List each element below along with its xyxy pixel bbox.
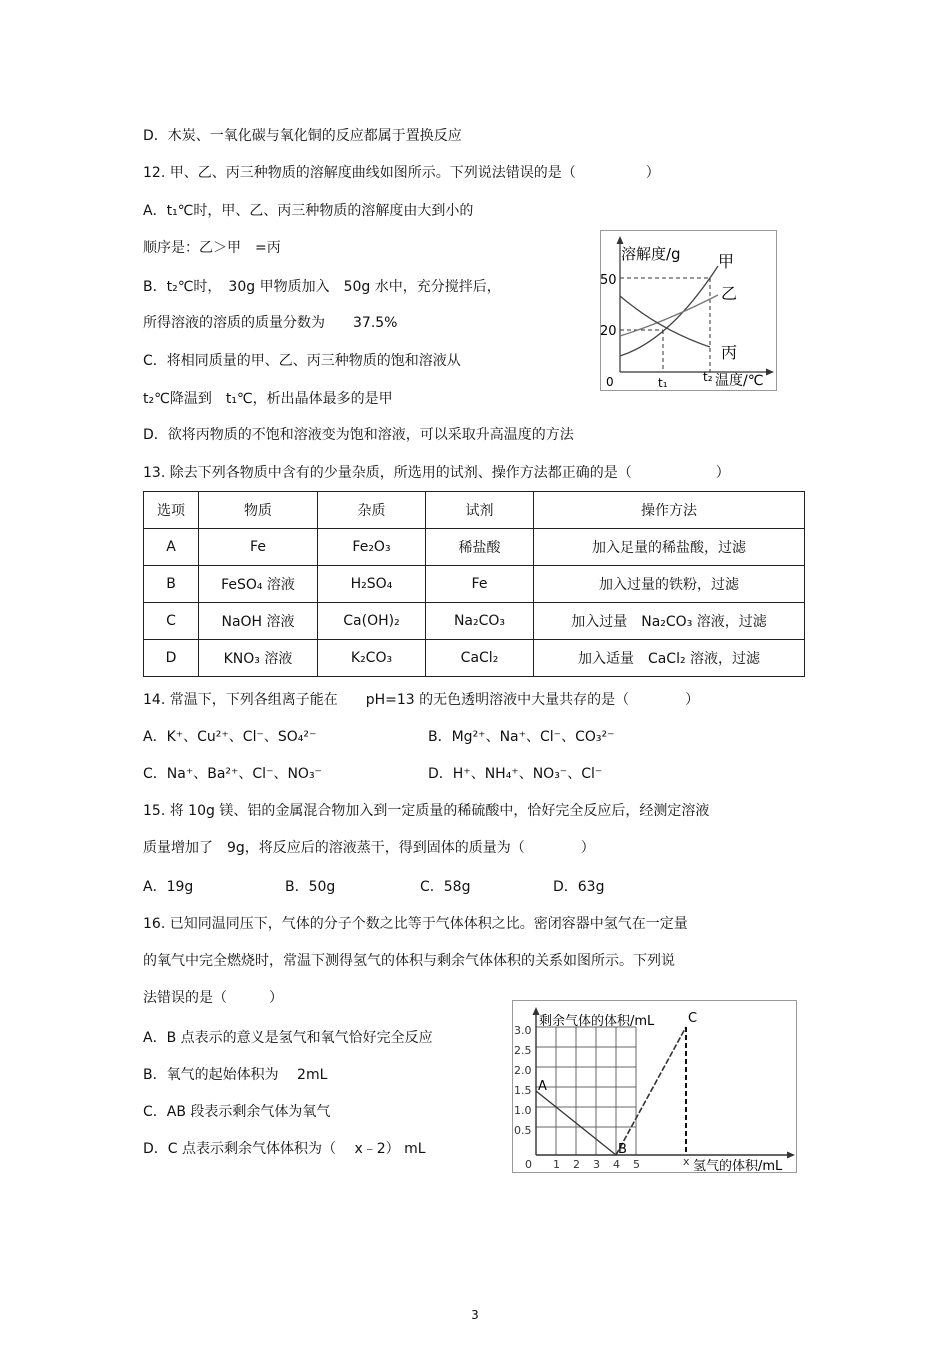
header-substance: 物质: [199, 492, 318, 529]
x-axis-arrow: [787, 1152, 795, 1159]
table-cell: Na₂CO₃: [426, 603, 534, 640]
table-cell: CaCl₂: [426, 640, 534, 677]
table-cell: 稀盐酸: [426, 529, 534, 566]
q15-stem-line1: 15. 将 10g 镁、铝的金属混合物加入到一定质量的稀硫酸中，恰好完全反应后，经测定溶液: [143, 803, 710, 819]
table-cell: 加入足量的稀盐酸，过滤: [534, 529, 805, 566]
q16-stem-line1: 16. 已知同温同压下，气体的分子个数之比等于气体体积之比。密闭容器中氢气在一定量: [143, 916, 688, 932]
point-c-label: C: [688, 1011, 698, 1026]
gas-volume-chart: [512, 1000, 798, 1174]
header-option: 选项: [144, 492, 199, 529]
table-cell: D: [144, 640, 199, 677]
y-tick-20: 20: [600, 324, 617, 339]
q14-option-a: A．K⁺、Cu²⁺、Cl⁻、SO₄²⁻: [143, 729, 317, 745]
x-tick-x: x: [683, 1155, 690, 1168]
y-tick-2-5: 2.5: [514, 1044, 532, 1057]
q15-stem-line2: 质量增加了 9g，将反应后的溶液蒸干，得到固体的质量为（ ）: [143, 840, 595, 856]
x-tick-5: 5: [633, 1158, 640, 1171]
header-method: 操作方法: [534, 492, 805, 529]
q12-option-c-line1: C．将相同质量的甲、乙、丙三种物质的饱和溶液从: [143, 353, 461, 369]
table-row: [144, 640, 805, 677]
x-tick-4: 4: [613, 1158, 620, 1171]
q12-option-a-line2: 顺序是：乙＞甲 =丙: [143, 240, 281, 256]
x-axis-label: 温度/℃: [715, 373, 764, 389]
q14-option-b: B．Mg²⁺、Na⁺、Cl⁻、CO₃²⁻: [428, 729, 615, 745]
table-cell: Fe: [199, 529, 318, 566]
grid: [536, 1027, 636, 1155]
q16-stem-line2: 的氧气中完全燃烧时，常温下测得氢气的体积与剩余气体体积的关系如图所示。下列说: [143, 953, 675, 969]
x-axis-label: 氢气的体积/mL: [693, 1159, 783, 1174]
q12-option-d: D．欲将丙物质的不饱和溶液变为饱和溶液，可以采取升高温度的方法: [143, 427, 574, 443]
solubility-chart: [600, 230, 778, 392]
table-cell: 加入适量 CaCl₂ 溶液，过滤: [534, 640, 805, 677]
q12-option-a-line1: A．t₁℃时，甲、乙、丙三种物质的溶解度由大到小的: [143, 203, 474, 219]
page-number: 3: [471, 1308, 479, 1322]
q14-option-c: C．Na⁺、Ba²⁺、Cl⁻、NO₃⁻: [143, 766, 322, 782]
table-cell: K₂CO₃: [318, 640, 426, 677]
q13-stem: 13. 除去下列各物质中含有的少量杂质，所选用的试剂、操作方法都正确的是（ ）: [143, 465, 730, 481]
q16-option-b: B．氧气的起始体积为 2mL: [143, 1067, 328, 1083]
table-header-row: [144, 492, 805, 529]
q12-stem: 12. 甲、乙、丙三种物质的溶解度曲线如图所示。下列说法错误的是（ ）: [143, 165, 660, 181]
y-tick-2-0: 2.0: [514, 1064, 532, 1077]
header-reagent: 试剂: [426, 492, 534, 529]
x-tick-0: 0: [525, 1158, 532, 1171]
table-cell: KNO₃ 溶液: [199, 640, 318, 677]
table-row: [144, 529, 805, 566]
y-axis-arrow: [617, 236, 624, 244]
q12-option-b-line1: B．t₂℃时， 30g 甲物质加入 50g 水中，充分搅拌后，: [143, 279, 501, 295]
q15-option-a: A．19g: [143, 879, 194, 895]
curve-jia: [620, 266, 718, 356]
y-axis-label: 溶解度/g: [621, 245, 681, 263]
table-cell: B: [144, 566, 199, 603]
x-tick-2: 2: [573, 1158, 580, 1171]
x-axis-arrow: [766, 369, 774, 376]
y-axis-label: 剩余气体的体积/mL: [539, 1014, 655, 1029]
q15-option-d: D．63g: [553, 879, 605, 895]
table-cell: C: [144, 603, 199, 640]
curve-bing: [620, 296, 710, 347]
y-tick-3-0: 3.0: [514, 1024, 532, 1037]
q15-option-b: B．50g: [285, 879, 336, 895]
y-tick-0-5: 0.5: [514, 1124, 532, 1137]
table-cell: H₂SO₄: [318, 566, 426, 603]
q12-option-c-line2: t₂℃降温到 t₁℃，析出晶体最多的是甲: [143, 391, 393, 407]
q12-option-b-line2: 所得溶液的溶质的质量分数为 37.5%: [143, 315, 398, 331]
q16-stem-line3: 法错误的是（ ）: [143, 990, 283, 1006]
segment-bc: [616, 1027, 686, 1155]
label-jia: 甲: [718, 252, 735, 271]
q15-option-c: C．58g: [420, 879, 471, 895]
table-cell: 加入过量的铁粉，过滤: [534, 566, 805, 603]
x-tick-t1: t₁: [658, 376, 668, 390]
label-bing: 丙: [721, 343, 738, 362]
table-cell: Fe₂O₃: [318, 529, 426, 566]
table-cell: Ca(OH)₂: [318, 603, 426, 640]
table-cell: A: [144, 529, 199, 566]
table-cell: FeSO₄ 溶液: [199, 566, 318, 603]
q13-table: [143, 491, 805, 677]
table-cell: Fe: [426, 566, 534, 603]
q14-stem: 14. 常温下，下列各组离子能在 pH=13 的无色透明溶液中大量共存的是（ ）: [143, 692, 700, 708]
q16-option-d: D．C 点表示剩余气体体积为（ x﹣2） mL: [143, 1141, 426, 1157]
q11-option-d: D．木炭、一氧化碳与氧化铜的反应都属于置换反应: [143, 128, 462, 144]
header-impurity: 杂质: [318, 492, 426, 529]
y-tick-50: 50: [600, 273, 617, 288]
table-row: [144, 566, 805, 603]
table-cell: 加入过量 Na₂CO₃ 溶液，过滤: [534, 603, 805, 640]
q14-option-d: D．H⁺、NH₄⁺、NO₃⁻、Cl⁻: [428, 766, 603, 782]
label-yi: 乙: [721, 284, 738, 303]
table-row: [144, 603, 805, 640]
x-tick-3: 3: [593, 1158, 600, 1171]
y-tick-1-5: 1.5: [514, 1084, 532, 1097]
point-b-label: B: [618, 1142, 627, 1157]
table-cell: NaOH 溶液: [199, 603, 318, 640]
origin-label: 0: [606, 375, 614, 389]
x-tick-t2: t₂: [703, 370, 713, 384]
x-tick-1: 1: [553, 1158, 560, 1171]
q16-option-a: A．B 点表示的意义是氢气和氧气恰好完全反应: [143, 1030, 433, 1046]
y-tick-1-0: 1.0: [514, 1104, 532, 1117]
q16-option-c: C．AB 段表示剩余气体为氧气: [143, 1104, 331, 1120]
point-a-label: A: [538, 1079, 547, 1094]
